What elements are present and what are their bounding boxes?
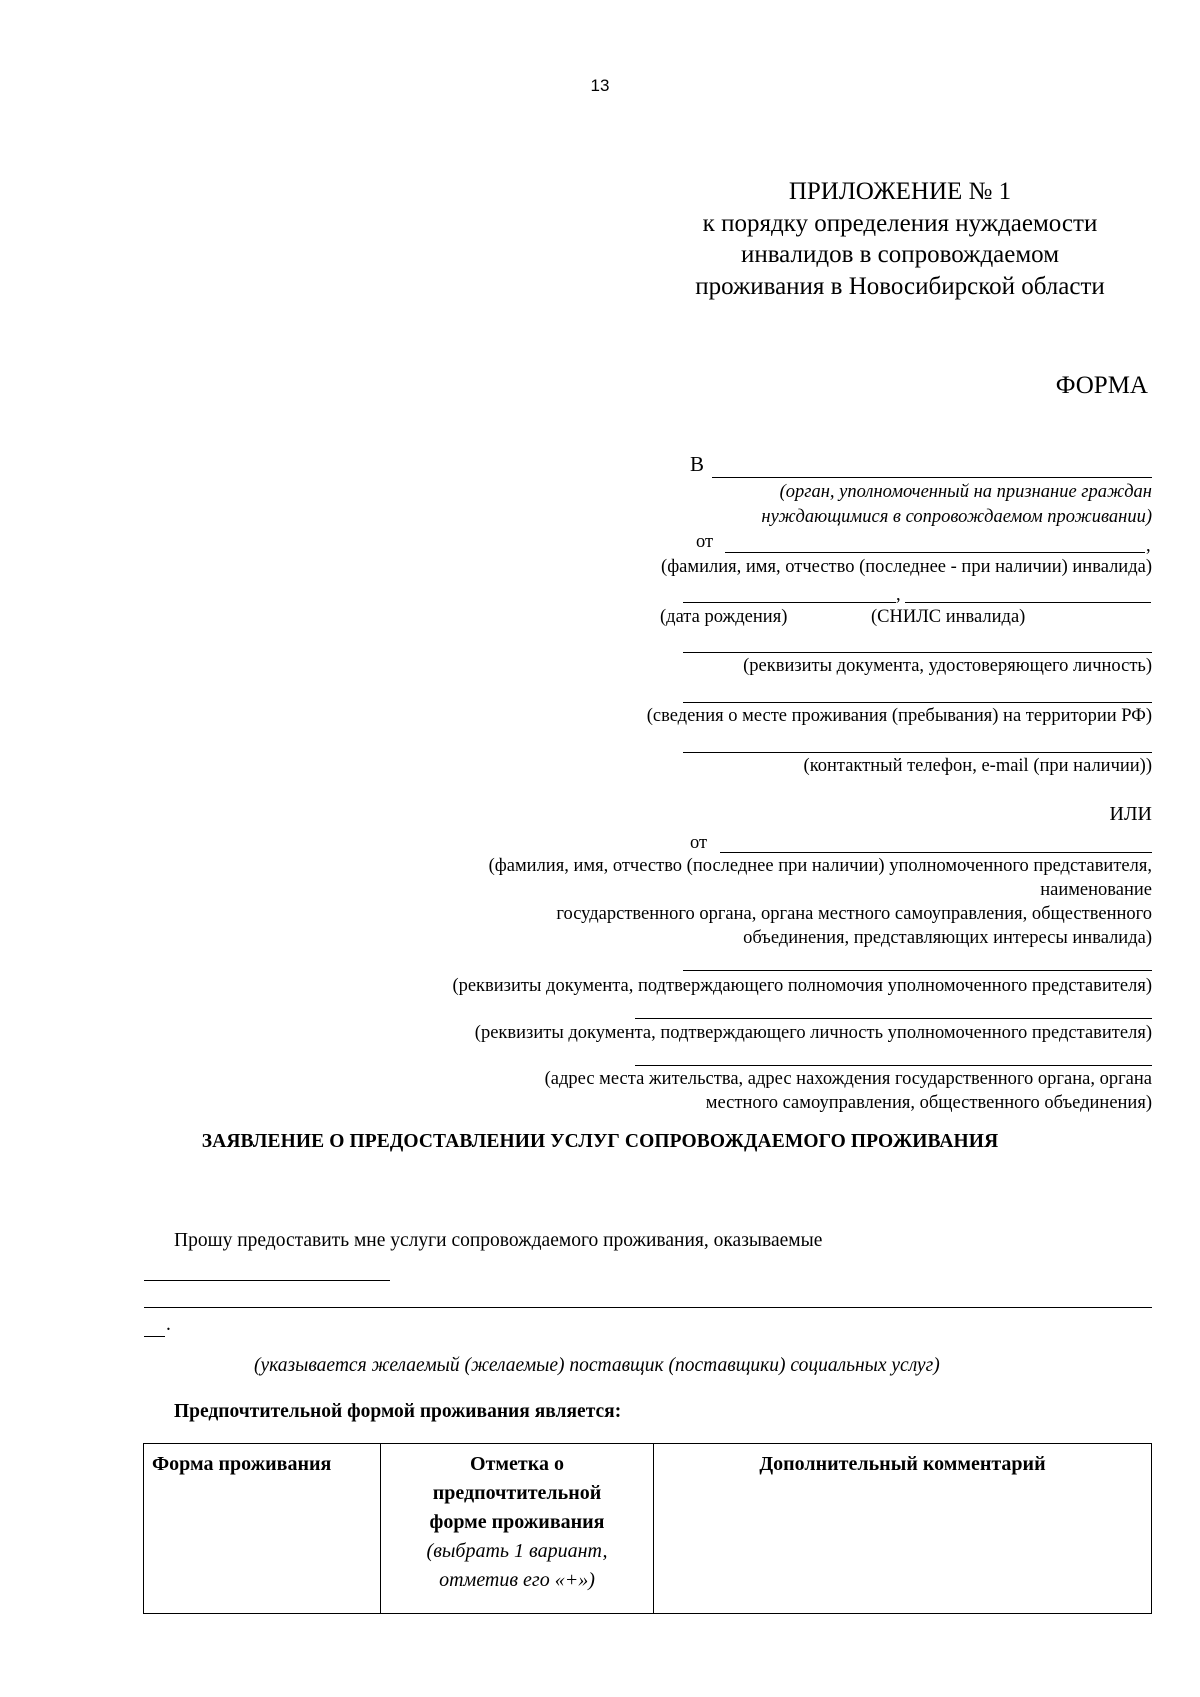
col2-header-line-3: форме проживания xyxy=(429,1511,605,1533)
col2-header-line-1: Отметка о xyxy=(470,1453,564,1475)
id-doc-line[interactable] xyxy=(683,652,1152,653)
snils-line[interactable] xyxy=(905,602,1151,603)
living-form-table xyxy=(143,1443,1152,1614)
form-label: ФОРМА xyxy=(1055,372,1148,399)
birth-date-hint: (дата рождения) xyxy=(660,607,788,627)
rep-hint-4: объединения, представляющих интересы инвалида) xyxy=(743,928,1152,948)
appendix-title: ПРИЛОЖЕНИЕ № 1 xyxy=(788,178,1012,205)
request-text: Прошу предоставить мне услуги сопровождаемого проживания, оказываемые xyxy=(174,1230,823,1251)
col-preference-mark-header xyxy=(381,1444,654,1614)
rep-hint-2: наименование xyxy=(1040,880,1152,900)
col2-note-line-1: (выбрать 1 вариант, xyxy=(426,1540,608,1562)
rep-powers-line[interactable] xyxy=(683,970,1152,971)
rep-hint-1: (фамилия, имя, отчество (последнее при наличии) уполномоченного представителя, xyxy=(488,856,1152,876)
table-header-row xyxy=(144,1444,1152,1614)
organ-hint-1: (орган, уполномоченный на признание граждан xyxy=(779,482,1152,502)
rep-id-hint: (реквизиты документа, подтверждающего личность уполномоченного представителя) xyxy=(474,1023,1152,1043)
from-prefix: от xyxy=(696,532,714,552)
col-comment-header: Дополнительный комментарий xyxy=(654,1444,1152,1614)
rep-hint-3: государственного органа, органа местного самоуправления, общественного xyxy=(556,904,1152,924)
organ-line[interactable] xyxy=(712,477,1152,478)
statement-title: ЗАЯВЛЕНИЕ О ПРЕДОСТАВЛЕНИИ УСЛУГ СОПРОВОЖДАЕМОГО ПРОЖИВАНИЯ xyxy=(201,1131,999,1152)
or-label: ИЛИ xyxy=(1109,803,1152,825)
id-doc-hint: (реквизиты документа, удостоверяющего личность) xyxy=(743,656,1152,676)
to-prefix: В xyxy=(690,452,705,476)
col2-note-line-2: отметив его «+») xyxy=(439,1569,595,1591)
provider-hint: (указывается желаемый (желаемые) поставщик (поставщики) социальных услуг) xyxy=(254,1355,940,1376)
col-living-form-header: Форма проживания xyxy=(144,1444,381,1614)
fio-line[interactable] xyxy=(725,552,1145,553)
rep-fio-line[interactable] xyxy=(720,852,1152,853)
end-dot: . xyxy=(166,1314,171,1335)
contact-line[interactable] xyxy=(683,752,1152,753)
snils-hint: (СНИЛС инвалида) xyxy=(871,607,1026,627)
provider-line-2[interactable] xyxy=(144,1307,1152,1308)
rep-address-hint-1: (адрес места жительства, адрес нахождения государственного органа, органа xyxy=(544,1069,1152,1089)
appendix-line-2: инвалидов в сопровождаемом xyxy=(740,241,1060,268)
page-number: 13 xyxy=(590,76,610,95)
residence-line[interactable] xyxy=(683,702,1152,703)
rep-address-line[interactable] xyxy=(635,1065,1152,1066)
col2-header-line-2: предпочтительной xyxy=(432,1482,602,1504)
contact-hint: (контактный телефон, e-mail (при наличии)) xyxy=(803,756,1152,776)
provider-line-1[interactable] xyxy=(144,1280,390,1281)
from-comma: , xyxy=(1146,536,1151,556)
birth-date-line[interactable] xyxy=(683,602,896,603)
rep-id-line[interactable] xyxy=(635,1018,1152,1019)
appendix-line-3: проживания в Новосибирской области xyxy=(695,272,1105,300)
provider-line-3[interactable] xyxy=(144,1336,165,1337)
organ-hint-2: нуждающимися в сопровождаемом проживании) xyxy=(761,507,1152,527)
rep-powers-hint: (реквизиты документа, подтверждающего полномочия уполномоченного представителя) xyxy=(452,976,1152,996)
appendix-header xyxy=(610,176,1190,302)
fio-hint: (фамилия, имя, отчество (последнее - при наличии) инвалида) xyxy=(661,557,1152,577)
birth-snils-comma: , xyxy=(896,585,901,605)
residence-hint: (сведения о месте проживания (пребывания) на территории РФ) xyxy=(646,706,1152,726)
preferred-form-heading: Предпочтительной формой проживания является: xyxy=(174,1401,622,1422)
appendix-line-1: к порядку определения нуждаемости xyxy=(702,209,1098,237)
rep-from-prefix: от xyxy=(690,833,708,853)
rep-address-hint-2: местного самоуправления, общественного объединения) xyxy=(705,1093,1152,1113)
